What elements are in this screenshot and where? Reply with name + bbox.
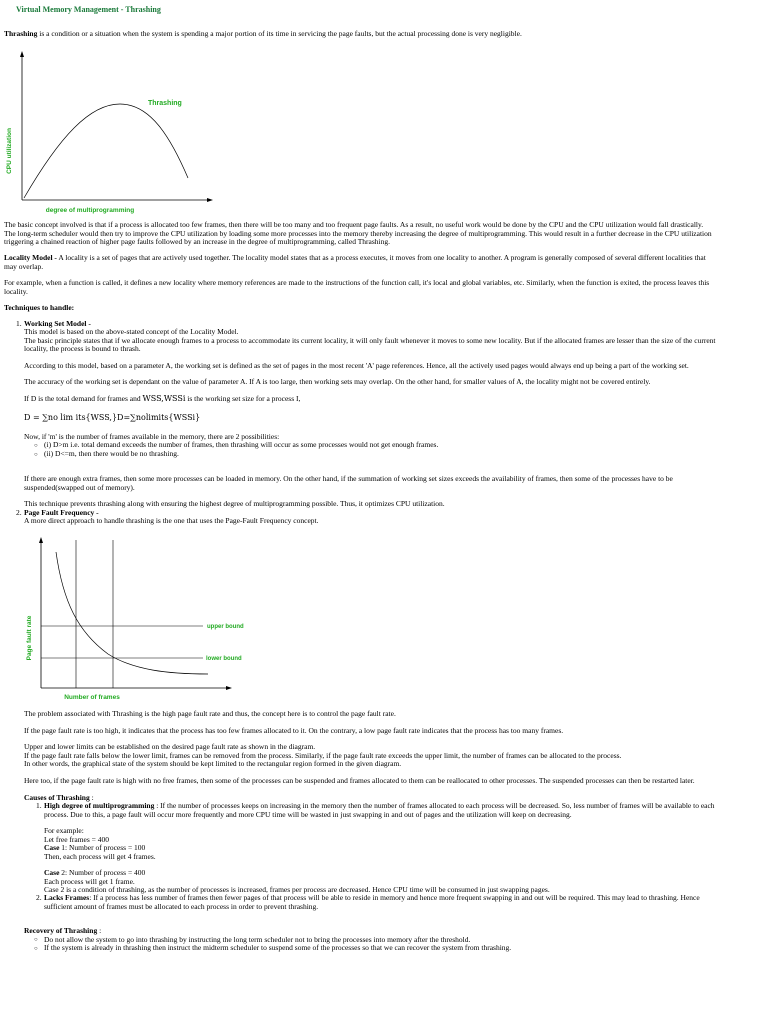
- basic-line: The long-term scheduler would then try to improve the CPU utilization by loading some more processes into the memory thereby increasing the degree of multiprogramming. This would result in a further decrease in the CPU utilization: [4, 228, 712, 238]
- pff-para-3-line: Upper and lower limits can be established on the desired page fault rate as shown in the diagram.: [24, 742, 316, 751]
- list-number: 2.: [36, 893, 42, 902]
- case-1-term: Case: [44, 843, 60, 853]
- case-2-detail: Case 2 is a condition of thrashing, as the number of processes is increased, frames per process are decreased. Hence CPU time will be consumed in just swapping pages.: [44, 885, 550, 895]
- wsm-line: This model is based on the above-stated concept of the Locality Model.: [24, 327, 239, 336]
- basic-line: The basic concept involved is that if a process is allocated too few frames, then there will be too many and too frequent page faults. As a result, no useful work would be done by the CPU and the CPU utilization would fall drastically.: [4, 220, 704, 229]
- locality-paragraph: [4, 254, 762, 271]
- thrashing-chart: [0, 46, 220, 216]
- bullet-circle-icon: ○: [34, 443, 38, 449]
- case-1-then: Then, each process will get 4 frames.: [44, 851, 156, 861]
- wsm-heading: Working Set Model -: [24, 319, 91, 328]
- pff-para-2: If the page fault rate is too high, it indicates that the process has too few frames allocated to it. On the contrary, a low page fault rate indicates that the process has too many frames.: [24, 726, 564, 735]
- wsm-line: locality, the process is bound to thrash.: [24, 344, 141, 354]
- recovery-item-2: If the system is already in thrashing then instruct the midterm scheduler to suspend some of the processes so that we can recover the system from thrashing.: [44, 943, 512, 952]
- cause-2-text-2: sufficient amount of frames must be allocated to each process in order to prevent thrashing.: [44, 901, 319, 911]
- cause-1-text-2: process. Due to this, a page fault will occur more frequently and more CPU time will be wasted in just swapping in and out of pages and the utilization will keep on decreasing.: [44, 809, 572, 819]
- lower-bound-label: lower bound: [206, 656, 242, 662]
- cause-2: [44, 894, 764, 911]
- cause-2-text: : If a process has less number of frames then fewer pages of that process will be able to reside in memory and hence more frequent swapping in and out will be required. This may lead to thrashing. Hence: [89, 893, 700, 902]
- wsm-para-7: This technique prevents thrashing along with ensuring the highest degree of multiprogramming possible. Thus, it optimizes CPU utilization.: [24, 499, 445, 508]
- wsm-para-2: According to this model, based on a parameter A, the working set is defined as the set of pages in the most recent 'A' page references. Hence, all the actively used pages would always end up being a part of the working set.: [24, 361, 689, 370]
- example-line: Let free frames = 400: [44, 834, 110, 844]
- example-line: For example:: [44, 826, 84, 835]
- number-of-frames-label: Number of frames: [64, 694, 120, 701]
- x-axis-arrow: [207, 198, 213, 202]
- wsm-para-4: [24, 395, 764, 404]
- basic-concept-paragraph: [4, 221, 762, 247]
- locality-text: A locality is a set of pages that are actively used together. The locality model states that as a process executes, it moves from one locality to another. A program is generally composed of several different localities that: [56, 253, 706, 262]
- wsm-para-3: The accuracy of the working set is dependant on the value of parameter A. If A is too large, then working sets may overlap. On the other hand, for smaller values of A, the locality might not be covered entirely.: [24, 377, 651, 386]
- example-block: [44, 827, 764, 861]
- pff-para-1: The problem associated with Thrashing is the high page fault rate and thus, the concept here is to control the page fault rate.: [24, 709, 396, 718]
- demand-formula: D = ∑no lim its{WSS,}D=∑nolimits{WSSi}: [24, 413, 201, 422]
- page-fault-chart: [18, 532, 250, 704]
- basic-line: triggering a chained reaction of higher page faults followed by an increase in the degree of multiprogramming, called Thrashing.: [4, 237, 390, 247]
- wsm-para-6: [24, 475, 764, 492]
- pff-line: A more direct approach to handle thrashing is the one that uses the Page-Fault Frequency concept.: [24, 516, 319, 525]
- thrashing-curve: [24, 104, 188, 198]
- case-2-block: [44, 869, 764, 895]
- intro-term: Thrashing: [4, 29, 38, 38]
- intro-text: is a condition or a situation when the system is spending a major portion of its time in servicing the page faults, but the actual processing done is very negligible.: [37, 29, 522, 38]
- intro-paragraph: [4, 30, 762, 39]
- pff-para-3-line: In other words, the graphical state of the system should be kept limited to the rectangular region formed in the given diagram.: [24, 759, 402, 769]
- cause-1: [44, 802, 764, 819]
- x-axis-arrow: [226, 686, 232, 690]
- locality-term: Locality Model -: [4, 253, 57, 262]
- recovery-heading-text: Recovery of Thrashing: [24, 926, 98, 935]
- causes-colon: :: [89, 793, 94, 802]
- y-axis-arrow: [39, 537, 43, 543]
- causes-heading-text: Causes of Thrashing: [24, 793, 90, 802]
- page-fault-curve: [56, 552, 208, 674]
- list-number: 2.: [16, 508, 22, 517]
- recovery-colon: :: [97, 926, 102, 935]
- example-line: For example, when a function is called, it defines a new locality where memory references are made to the instructions of the function call, it's local and global variables, etc. Similarly, when the function is exited, the process leaves this: [4, 278, 710, 287]
- wsm-para-5: Now, if 'm' is the number of frames available in the memory, there are 2 possibilities:: [24, 432, 280, 441]
- y-axis-arrow: [20, 51, 24, 57]
- bullet-circle-icon: ○: [34, 946, 38, 952]
- recovery-item-1: Do not allow the system to go into thrashing by instructing the long term scheduler not to bring the processes into memory after the threshold.: [44, 935, 471, 944]
- bullet-circle-icon: ○: [34, 937, 38, 943]
- pff-para-4: Here too, if the page fault rate is high with no free frames, then some of the processes can be suspended and frames allocated to them can be reallocated to other processes. The suspended processes can then be restarted later.: [24, 776, 695, 785]
- case-2-line: [44, 869, 764, 878]
- pff-heading: Page Fault Frequency -: [24, 508, 99, 517]
- case-1-rest: 1: Number of process = 100: [59, 843, 146, 853]
- wsm-lines: [24, 328, 764, 354]
- wss-symbol: WSS,WSSi: [142, 394, 186, 403]
- cause-1-term: High degree of multiprogramming: [44, 801, 155, 810]
- cause-2-term: Lacks Frames: [44, 893, 90, 902]
- possibility-2: (ii) D<=m, then there would be no thrashing.: [44, 449, 179, 458]
- page-title: Virtual Memory Management - Thrashing: [16, 5, 161, 14]
- example-line: locality.: [4, 286, 28, 296]
- bullet-circle-icon: ○: [34, 452, 38, 458]
- case-2-rest: 2: Number of process = 400: [59, 868, 146, 877]
- upper-bound-label: upper bound: [207, 624, 244, 630]
- wsm-para-6-line: If there are enough extra frames, then some more processes can be loaded in memory. On the other hand, if the summation of working set sizes exceeds the availability of frames, then some of the processes have to be: [24, 474, 673, 483]
- cpu-utilization-label: CPU utilization: [6, 128, 13, 174]
- list-number: 1.: [16, 319, 22, 328]
- case-2-detail: Each process will get 1 frame.: [44, 876, 135, 886]
- possibility-1: (i) D>m i.e. total demand exceeds the number of frames, then thrashing will occur as some processes would not get enough frames.: [44, 440, 439, 449]
- case-2-term: Case: [44, 868, 60, 877]
- pff-para-3: [24, 743, 764, 769]
- wsm-para-4-a: If D is the total demand for frames and: [24, 394, 143, 403]
- thrashing-label: Thrashing: [148, 100, 182, 107]
- wsm-para-4-c: is the working set size for a process I,: [185, 394, 301, 403]
- techniques-heading: Techniques to handle:: [4, 303, 75, 312]
- page-fault-rate-label: Page fault rate: [26, 615, 33, 661]
- locality-text-2: may overlap.: [4, 261, 44, 271]
- wsm-para-6-line: suspended(swapped out of memory).: [24, 482, 135, 492]
- wsm-line: The basic principle states that if we allocate enough frames to a process to accommodate its current locality, it will only fault whenever it moves to some new locality. But if the allocated frames are lesser than the size of the current: [24, 335, 716, 345]
- pff-para-3-line: If the page fault rate falls below the lower limit, frames can be removed from the process. Similarly, if the page fault rate exceeds the upper limit, the number of frames can be allocated to the process.: [24, 750, 622, 760]
- list-number: 1.: [36, 801, 42, 810]
- cause-1-text: : If the number of processes keeps on increasing in the memory then the number of frames allocated to each process will be decreased. So, less number of frames will be available to each: [154, 801, 715, 810]
- multiprogramming-label: degree of multiprogramming: [45, 207, 135, 214]
- example-paragraph: [4, 279, 762, 296]
